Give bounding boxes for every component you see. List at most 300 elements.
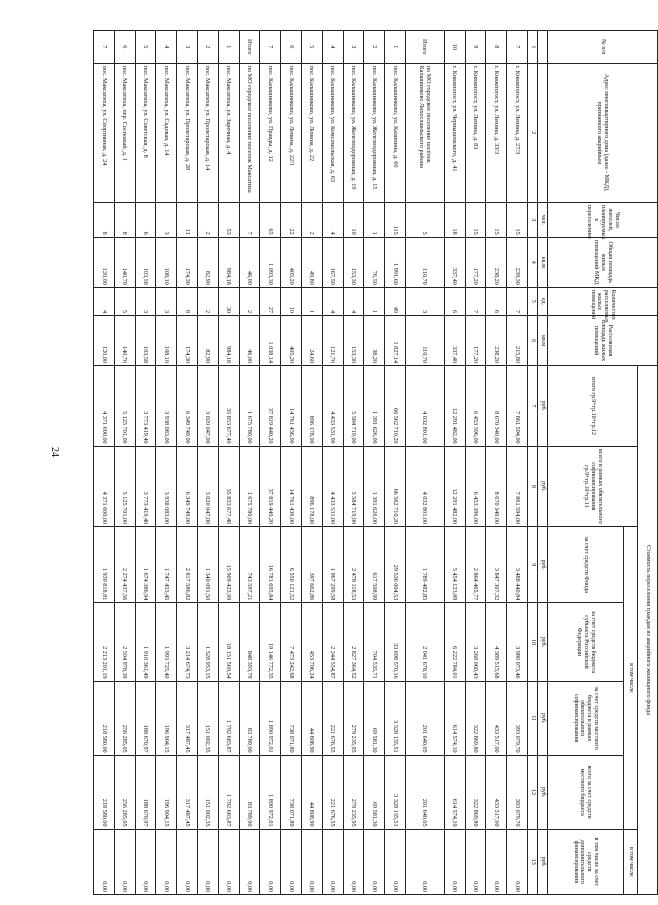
- row-number-cell: 2: [198, 31, 219, 64]
- value-cell: 0,00: [239, 829, 260, 894]
- value-cell: 279 235,95: [343, 681, 364, 755]
- value-cell: 5 125 701,00: [114, 366, 135, 447]
- table-row: [465, 31, 486, 895]
- address-cell: пос. Максатиха, ул. Пролетарская, д. 28: [177, 63, 198, 202]
- value-cell: 0,00: [385, 829, 406, 894]
- header-total: итого гр.9+гр.10+гр.12: [548, 366, 638, 447]
- value-cell: 37 819 440,20: [260, 446, 281, 527]
- value-cell: 5 125 701,00: [114, 446, 135, 527]
- value-cell: 7: [239, 202, 260, 237]
- value-cell: 201 640,05: [405, 755, 444, 829]
- value-cell: 337,40: [444, 237, 465, 287]
- value-cell: 4 371 600,00: [94, 366, 115, 447]
- header-residents: Число жителей, планируемых к переселению: [548, 202, 658, 237]
- value-cell: 1 789 482,85: [405, 527, 444, 603]
- value-cell: 3 980 073,46: [507, 603, 528, 681]
- value-cell: 433 517,00: [486, 755, 507, 829]
- value-cell: 2: [198, 202, 219, 237]
- value-cell: 1 993 725,40: [156, 603, 177, 681]
- value-cell: 0,00: [507, 829, 528, 894]
- value-cell: 7: [507, 287, 528, 315]
- table-row: [322, 31, 343, 895]
- value-cell: 6: [486, 287, 507, 315]
- value-cell: 1 391 626,00: [364, 446, 385, 527]
- value-cell: 196 904,15: [156, 681, 177, 755]
- value-cell: 177,20: [465, 237, 486, 287]
- value-cell: 0,00: [465, 829, 486, 894]
- address-cell: пос. Максатиха, ул. Заречная, д. 4: [218, 63, 239, 202]
- value-cell: 3: [135, 287, 156, 315]
- unit-cell: руб.: [538, 527, 548, 603]
- value-cell: 6 550 121,52: [281, 527, 302, 603]
- value-cell: 337,40: [444, 316, 465, 366]
- value-cell: 1 792 683,87: [218, 755, 239, 829]
- value-cell: 65: [260, 202, 281, 237]
- value-cell: 3: [405, 287, 444, 315]
- table-row: [260, 31, 281, 895]
- value-cell: 3 847 307,32: [486, 527, 507, 603]
- value-cell: 0,00: [218, 829, 239, 894]
- value-cell: 37 819 440,20: [260, 366, 281, 447]
- column-index-cell: 12: [528, 755, 538, 829]
- value-cell: 4: [343, 287, 364, 315]
- value-cell: 6: [444, 287, 465, 315]
- value-cell: 2 827 364,52: [343, 603, 364, 681]
- value-cell: 3 488 440,84: [507, 527, 528, 603]
- value-cell: 53: [218, 202, 239, 237]
- value-cell: 27: [260, 287, 281, 315]
- value-cell: 46,00: [239, 316, 260, 366]
- value-cell: 1: [301, 287, 322, 315]
- table-row: [486, 31, 507, 895]
- value-cell: 8 670 340,00: [486, 366, 507, 447]
- value-cell: 0,00: [281, 829, 302, 894]
- header-local-all: всего за счет средств местного бюджета: [548, 755, 624, 829]
- value-cell: 393 079,70: [507, 681, 528, 755]
- value-cell: 177,20: [465, 316, 486, 366]
- value-cell: 5 584 719,00: [343, 446, 364, 527]
- value-cell: 984,18: [218, 316, 239, 366]
- value-cell: 0,00: [405, 829, 444, 894]
- value-cell: 0,00: [444, 829, 465, 894]
- subtotal-label-cell: по МО городское поселение посёлок Калашниково Лихославльского района: [405, 63, 444, 202]
- value-cell: 10: [281, 287, 302, 315]
- value-cell: 38,20: [364, 316, 385, 366]
- value-cell: 221 676,55: [322, 681, 343, 755]
- value-cell: 7 473 242,68: [281, 603, 302, 681]
- address-cell: пос. Калашниково, ул. Правды, д. 12: [260, 63, 281, 202]
- value-cell: 393 079,70: [507, 755, 528, 829]
- value-cell: 29 536 004,53: [385, 527, 406, 603]
- value-cell: 7 861 594,00: [507, 366, 528, 447]
- value-cell: 188 670,97: [135, 755, 156, 829]
- row-number-cell: 10: [444, 31, 465, 64]
- header-in-total-2: в том числе: [624, 829, 638, 894]
- value-cell: 238,20: [486, 237, 507, 287]
- value-cell: 12 291 482,00: [444, 366, 465, 447]
- value-cell: 8: [94, 202, 115, 237]
- unit-cell: руб.: [538, 366, 548, 447]
- value-cell: 322 869,80: [465, 755, 486, 829]
- header-resettled-area: Расселяемая площадь жилых помещений: [548, 316, 658, 366]
- value-cell: 16 781 695,84: [260, 527, 281, 603]
- value-cell: 3 328 135,51: [385, 755, 406, 829]
- value-cell: 14 761 436,00: [281, 446, 302, 527]
- value-cell: 3 773 419,40: [135, 446, 156, 527]
- header-cost-group: Стоимость переселения граждан из аварийного жилищного фонда: [638, 366, 658, 895]
- table-row: [135, 31, 156, 895]
- unit-cell: кв.м: [538, 316, 548, 366]
- table-row: [281, 31, 302, 895]
- value-cell: 12 291 482,00: [444, 446, 465, 527]
- value-cell: 167,50: [322, 237, 343, 287]
- value-cell: 0,00: [343, 829, 364, 894]
- unit-cell: [538, 63, 548, 202]
- value-cell: 2: [301, 202, 322, 237]
- value-cell: 405,20: [281, 316, 302, 366]
- address-cell: пос. Калашниково, ул. Железнодорожная, д. 15: [364, 63, 385, 202]
- value-cell: 4: [322, 202, 343, 237]
- value-cell: 151 002,35: [198, 755, 219, 829]
- row-number-cell: 2: [364, 31, 385, 64]
- value-cell: 317 487,45: [177, 681, 198, 755]
- value-cell: 3 938 083,00: [156, 366, 177, 447]
- value-cell: 848 393,79: [239, 603, 260, 681]
- value-cell: 1 792 683,87: [218, 681, 239, 755]
- value-cell: 1 674 386,94: [135, 527, 156, 603]
- value-cell: 1: [364, 287, 385, 315]
- value-cell: 174,30: [177, 316, 198, 366]
- row-number-cell: 7: [507, 31, 528, 64]
- value-cell: 617 508,99: [364, 527, 385, 603]
- value-cell: 322 869,80: [465, 681, 486, 755]
- value-cell: 614 574,10: [444, 681, 465, 755]
- row-number-cell: 5: [135, 31, 156, 64]
- value-cell: 66 562 710,20: [385, 366, 406, 447]
- value-cell: 1 528 953,15: [198, 603, 219, 681]
- value-cell: 3 773 419,40: [135, 366, 156, 447]
- header-mandatory: всего в рамках обязательного софинансирования гр.9+гр.10+гр.11: [548, 446, 638, 527]
- value-cell: 108,10: [156, 316, 177, 366]
- value-cell: 6 453 396,00: [465, 366, 486, 447]
- value-cell: 0,00: [322, 829, 343, 894]
- table-body: [94, 31, 528, 895]
- value-cell: 140,70: [114, 237, 135, 287]
- unit-cell: руб.: [538, 681, 548, 755]
- unit-cell: руб.: [538, 603, 548, 681]
- value-cell: 704 535,71: [364, 603, 385, 681]
- rotated-table-container: [93, 30, 658, 895]
- value-cell: 239,30: [507, 237, 528, 287]
- value-cell: 1 939 818,81: [94, 527, 115, 603]
- value-cell: 738 071,80: [281, 755, 302, 829]
- value-cell: 82,90: [198, 316, 219, 366]
- column-index-cell: 10: [528, 603, 538, 681]
- value-cell: 1 747 453,45: [156, 527, 177, 603]
- value-cell: 8 670 340,00: [486, 446, 507, 527]
- table-row: [507, 31, 528, 895]
- row-number-cell: 6: [114, 31, 135, 64]
- address-cell: г. Княжпогост, ул. Ленина, д. 27/3: [507, 63, 528, 202]
- value-cell: 153,30: [343, 237, 364, 287]
- table-row: [385, 31, 406, 895]
- address-cell: пос. Калашниково, ул. Ленина, д. 22: [301, 63, 322, 202]
- value-cell: 4 433 531,00: [322, 446, 343, 527]
- value-cell: 0,00: [94, 829, 115, 894]
- value-cell: 3 268 060,43: [465, 603, 486, 681]
- column-index-cell: 7: [528, 366, 538, 447]
- address-cell: пос. Калашниково, ул. Комсомольская, д. 63: [322, 63, 343, 202]
- value-cell: 218 580,00: [94, 681, 115, 755]
- value-cell: 15 909 423,99: [218, 527, 239, 603]
- address-cell: пос. Максатиха, ул. Садовая, д. 14: [156, 63, 177, 202]
- value-cell: 743 597,21: [239, 527, 260, 603]
- value-cell: 46,00: [239, 237, 260, 287]
- value-cell: 1 890 972,01: [260, 681, 281, 755]
- value-cell: 201 640,05: [405, 681, 444, 755]
- row-number-cell: 3: [343, 31, 364, 64]
- row-number-cell: 6: [281, 31, 302, 64]
- value-cell: 188 670,97: [135, 681, 156, 755]
- value-cell: 0,00: [198, 829, 219, 894]
- table-row: [94, 31, 115, 895]
- value-cell: 1 967 299,58: [322, 527, 343, 603]
- value-cell: 238,20: [486, 316, 507, 366]
- value-cell: 83 789,00: [239, 681, 260, 755]
- table-row: [444, 31, 465, 895]
- value-cell: 3: [156, 287, 177, 315]
- value-cell: 6 349 749,00: [177, 446, 198, 527]
- address-cell: г. Княжпогост, ул. Чернышевского, д. 41: [444, 63, 465, 202]
- row-number-cell: 8: [486, 31, 507, 64]
- value-cell: 44 808,90: [301, 755, 322, 829]
- address-cell: г. Княжпогост, ул. Ленина, д. 33/3: [486, 63, 507, 202]
- value-cell: 2: [198, 287, 219, 315]
- value-cell: 18: [444, 202, 465, 237]
- address-cell: пос. Максатиха, ул. Спортивная, д. 24: [94, 63, 115, 202]
- address-cell: пос. Калашниково, ул. Железнодорожная, д. 19: [343, 63, 364, 202]
- unit-cell: чел.: [538, 202, 548, 237]
- table-row: [364, 31, 385, 895]
- value-cell: 0,00: [156, 829, 177, 894]
- value-cell: 984,18: [218, 237, 239, 287]
- value-cell: 8: [177, 287, 198, 315]
- value-cell: 19 146 772,35: [260, 603, 281, 681]
- value-cell: 174,30: [177, 237, 198, 287]
- subtotal-label-cell: по МО городское поселение поселок Максатиха: [239, 63, 260, 202]
- value-cell: 1 093,30: [260, 237, 281, 287]
- value-cell: 0,00: [114, 829, 135, 894]
- value-cell: 3 020 047,00: [198, 446, 219, 527]
- value-cell: 7 861 594,00: [507, 446, 528, 527]
- table-row: [114, 31, 135, 895]
- value-cell: 18 151 569,54: [218, 603, 239, 681]
- column-index-cell: 2: [528, 63, 538, 202]
- value-cell: 0,00: [260, 829, 281, 894]
- row-number-cell: Итого: [405, 31, 444, 64]
- value-cell: 433 517,00: [486, 681, 507, 755]
- row-number-cell: 4: [322, 31, 343, 64]
- value-cell: 256 285,05: [114, 681, 135, 755]
- value-cell: 0,00: [301, 829, 322, 894]
- value-cell: 15: [486, 202, 507, 237]
- unit-cell: [538, 31, 548, 64]
- column-index-cell: 13: [528, 829, 538, 894]
- row-number-cell: 5: [301, 31, 322, 64]
- header-subject: за счет средств бюджета субъекта Российской Федерации: [548, 603, 624, 681]
- value-cell: 120,00: [94, 237, 115, 287]
- subtotal-row: [405, 31, 444, 895]
- value-cell: 4: [94, 287, 115, 315]
- table-row: [156, 31, 177, 895]
- column-index-cell: 1: [528, 31, 538, 64]
- value-cell: 0,00: [486, 829, 507, 894]
- value-cell: 2 478 118,53: [343, 527, 364, 603]
- unit-cell: руб.: [538, 829, 548, 894]
- row-number-cell: 1: [218, 31, 239, 64]
- column-index-cell: 8: [528, 446, 538, 527]
- address-cell: пос. Максатиха, ул. Пролетарская, д. 14: [198, 63, 219, 202]
- value-cell: 2 864 465,77: [465, 527, 486, 603]
- value-cell: 3 328 135,51: [385, 681, 406, 755]
- value-cell: 76,50: [364, 237, 385, 287]
- column-index-cell: 9: [528, 527, 538, 603]
- unit-cell: кв.м: [538, 237, 548, 287]
- value-cell: 5 454 123,89: [444, 527, 465, 603]
- value-cell: 15: [507, 202, 528, 237]
- value-cell: 896 178,00: [301, 366, 322, 447]
- value-cell: 2 817 586,82: [177, 527, 198, 603]
- units-row: [538, 31, 548, 895]
- value-cell: 218 580,00: [94, 755, 115, 829]
- address-cell: г. Княжпогост, ул. Ленина, д. 83: [465, 63, 486, 202]
- value-cell: 4 032 801,00: [405, 446, 444, 527]
- table-row: [198, 31, 219, 895]
- value-cell: 2: [239, 287, 260, 315]
- value-cell: 24,60: [301, 316, 322, 366]
- value-cell: 5 584 719,00: [343, 366, 364, 447]
- value-cell: 5: [114, 287, 135, 315]
- value-cell: 3: [156, 202, 177, 237]
- value-cell: 221 676,55: [322, 755, 343, 829]
- value-cell: 896 178,00: [301, 446, 322, 527]
- unit-cell: ед.: [538, 287, 548, 315]
- value-cell: 397 662,86: [301, 527, 322, 603]
- subtotal-row: [239, 31, 260, 895]
- value-cell: 110,70: [405, 237, 444, 287]
- page-number: 24: [49, 447, 60, 457]
- value-cell: 279 235,95: [343, 755, 364, 829]
- value-cell: 7: [465, 287, 486, 315]
- value-cell: 1 890 972,01: [260, 755, 281, 829]
- value-cell: 2 274 437,56: [114, 527, 135, 603]
- value-cell: 151 002,35: [198, 681, 219, 755]
- unit-cell: руб.: [538, 446, 548, 527]
- value-cell: 256 285,05: [114, 755, 135, 829]
- value-cell: 69 581,30: [364, 755, 385, 829]
- value-cell: 82,90: [198, 237, 219, 287]
- value-cell: 83 789,00: [239, 755, 260, 829]
- value-cell: 4 389 515,68: [486, 603, 507, 681]
- value-cell: 3 020 047,00: [198, 366, 219, 447]
- header-count: Количество расселяемых жилых помещений: [548, 287, 658, 315]
- value-cell: 453 706,24: [301, 603, 322, 681]
- header-in-total: в том числе: [624, 527, 638, 829]
- value-cell: 121,70: [322, 316, 343, 366]
- value-cell: 2 244 554,87: [322, 603, 343, 681]
- value-cell: 49: [385, 287, 406, 315]
- table-row: [218, 31, 239, 895]
- column-index-cell: 6: [528, 316, 538, 366]
- value-cell: 1 675 780,00: [239, 446, 260, 527]
- row-number-cell: Итого: [239, 31, 260, 64]
- header-additional: в том числе за счет средств дополнительного финансирования: [548, 829, 624, 894]
- value-cell: 405,20: [281, 237, 302, 287]
- value-cell: 738 071,80: [281, 681, 302, 755]
- value-cell: 1 038,14: [260, 316, 281, 366]
- row-number-cell: 1: [385, 31, 406, 64]
- value-cell: 1: [364, 202, 385, 237]
- value-cell: 1 910 361,49: [135, 603, 156, 681]
- value-cell: 1 340 091,50: [198, 527, 219, 603]
- value-cell: 0,00: [177, 829, 198, 894]
- value-cell: 2 213 201,19: [94, 603, 115, 681]
- column-index-cell: 11: [528, 681, 538, 755]
- value-cell: 317 487,45: [177, 755, 198, 829]
- address-cell: пос. Максатиха, пер. Сосновый, д. 1: [114, 63, 135, 202]
- value-cell: 6: [135, 202, 156, 237]
- value-cell: 30: [218, 287, 239, 315]
- value-cell: 4 032 801,00: [405, 366, 444, 447]
- value-cell: 66 562 710,20: [385, 446, 406, 527]
- value-cell: 6 349 749,00: [177, 366, 198, 447]
- value-cell: 108,10: [156, 237, 177, 287]
- value-cell: 1 991,60: [385, 237, 406, 287]
- value-cell: 0,00: [364, 829, 385, 894]
- table-row: [343, 31, 364, 895]
- value-cell: 103,58: [135, 316, 156, 366]
- unit-cell: руб.: [538, 755, 548, 829]
- value-cell: 8: [114, 202, 135, 237]
- column-index-row: [528, 31, 538, 895]
- value-cell: 49,80: [301, 237, 322, 287]
- address-cell: пос. Максатиха, ул. Советская, д. 8: [135, 63, 156, 202]
- value-cell: 0,00: [135, 829, 156, 894]
- address-cell: пос. Калашниково, ул. Ленина, д. 22/1: [281, 63, 302, 202]
- resettlement-cost-table: [93, 30, 658, 895]
- address-cell: пос. Калашниково, ул. Калинина, д. 60: [385, 63, 406, 202]
- value-cell: 44 808,90: [301, 681, 322, 755]
- row-number-cell: 4: [156, 31, 177, 64]
- header-address: Адрес многоквартирного дома (далее - МКД), признанного аварийным: [548, 63, 658, 202]
- header-local-mandatory: за счет средств местного бюджета в рамках обязательного софинансирования: [548, 681, 624, 755]
- header-total-area: Общая площадь жилых помещений МКД: [548, 237, 658, 287]
- value-cell: 4: [322, 287, 343, 315]
- header-fund: за счет средств Фонда: [548, 527, 624, 603]
- value-cell: 614 574,10: [444, 755, 465, 829]
- value-cell: 35 853 677,40: [218, 366, 239, 447]
- header-no: № п/п: [548, 31, 658, 64]
- value-cell: 5: [405, 202, 444, 237]
- value-cell: 110,70: [405, 316, 444, 366]
- value-cell: 2 041 678,10: [405, 603, 444, 681]
- value-cell: 140,70: [114, 316, 135, 366]
- value-cell: 11: [177, 202, 198, 237]
- value-cell: 33 698 570,16: [385, 603, 406, 681]
- row-number-cell: 9: [465, 31, 486, 64]
- value-cell: 15: [465, 202, 486, 237]
- value-cell: 196 904,15: [156, 755, 177, 829]
